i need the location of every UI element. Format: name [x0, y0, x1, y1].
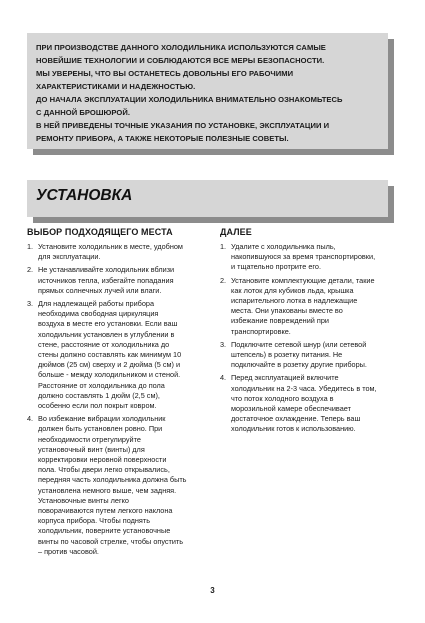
- item-text: Установите комплектующие детали, такие как лоток для кубиков льда, крышка испарительного лотка в надлежащие места. Они упакованы вместе во избежание повреждений при транспортировке.: [231, 275, 375, 336]
- intro-paragraph: В НЕЙ ПРИВЕДЕНЫ ТОЧНЫЕ УКАЗАНИЯ ПО УСТАНОВКЕ, ЭКСПЛУАТАЦИИ И РЕМОНТУ ПРИБОРА, А ТАКЖЕ НЕКОТОРЫЕ ПОЛЕЗНЫЕ СОВЕТЫ.: [36, 121, 330, 143]
- list-item: [27, 414, 199, 557]
- intro-paragraph: ПРИ ПРОИЗВОДСТВЕ ДАННОГО ХОЛОДИЛЬНИКА ИСПОЛЬЗУЮТСЯ САМЫЕ НОВЕЙШИЕ ТЕХНОЛОГИИ И СОБЛЮДАЮТСЯ ВСЕ МЕРЫ БЕЗОПАСНОСТИ. МЫ УВЕРЕНЫ, ЧТО ВЫ ОСТАНЕТЕСЬ ДОВОЛЬНЫ ЕГО РАБОЧИМИ ХАРАКТЕРИСТИКАМИ И НАДЕЖНОСТЬЮ.: [36, 43, 326, 91]
- list-item: [220, 242, 398, 273]
- item-number: 1.: [220, 242, 227, 251]
- page-number: 3: [210, 586, 215, 595]
- list-item: [27, 299, 199, 411]
- section-banner: [27, 180, 388, 217]
- intro-notice-box: [27, 33, 388, 149]
- next-steps-heading: ДАЛЕЕ: [220, 227, 252, 237]
- list-item: [220, 373, 398, 434]
- item-text: Не устанавливайте холодильник вблизи источников тепла, избегайте попадания прямых солнечных лучей или влаги.: [38, 265, 175, 295]
- list-item: [220, 340, 398, 371]
- item-number: 2.: [27, 265, 34, 275]
- item-text: Удалите с холодильника пыль, накопившуюся за время транспортировки, и тщательно протрите его.: [231, 242, 376, 272]
- next-steps-list: [220, 242, 398, 435]
- item-text: Для надлежащей работы прибора необходима свободная циркуляция воздуха в месте его установки. Если ваш холодильник установлен в углублении в стене, расстояние от холодильника до стены должно составлять как минимум 10 дюймов (25 см) сверху и 2 дюйма (5 см) и больше - между холодильником и стеной. Расстояние от холодильника до пола должно составлять 1 дюйм (2,5 см), особенно если пол покрыт ковром.: [38, 299, 182, 411]
- placement-column: [27, 227, 199, 560]
- placement-heading: ВЫБОР ПОДХОДЯЩЕГО МЕСТА: [27, 227, 173, 237]
- intro-paragraph: ДО НАЧАЛА ЭКСПЛУАТАЦИИ ХОЛОДИЛЬНИКА ВНИМАТЕЛЬНО ОЗНАКОМЬТЕСЬ С ДАННОЙ БРОШЮРОЙ.: [36, 95, 343, 117]
- item-text: Перед эксплуатацией включите холодильник на 2-3 часа. Убедитесь в том, что поток холодного воздуха в морозильной камере обеспечивает достаточное охлаждение. Теперь ваш холодильник готов к использованию.: [231, 373, 377, 434]
- section-title: УСТАНОВКА: [36, 187, 133, 204]
- next-steps-column: [220, 227, 398, 438]
- item-text: Установите холодильник в месте, удобном для эксплуатации.: [38, 242, 183, 262]
- item-number: 4.: [27, 414, 34, 424]
- list-item: [27, 265, 199, 296]
- list-item: [27, 242, 199, 262]
- item-number: 2.: [220, 275, 227, 285]
- item-text: Во избежание вибрации холодильник должен быть установлен ровно. При необходимости отрегулируйте установочный винт (винты) для корректировки неровной поверхности пола. Чтобы двери легко открывались, передняя часть холодильника должна быть установлена немного выше, чем задняя. Установочные винты легко поворачиваются путем легкого наклона корпуса прибора. Чтобы поднять холодильник, поверните установочные винты по часовой стрелке, чтобы опустить – против часовой.: [38, 414, 187, 556]
- placement-list: [27, 242, 199, 557]
- item-text: Подключите сетевой шнур (или сетевой штепсель) в розетку питания. Не подключайте в розетку другие приборы.: [231, 339, 367, 370]
- item-number: 3.: [220, 339, 227, 349]
- item-number: 1.: [27, 242, 34, 251]
- item-number: 4.: [220, 373, 227, 383]
- item-number: 3.: [27, 299, 34, 309]
- list-item: [220, 276, 398, 337]
